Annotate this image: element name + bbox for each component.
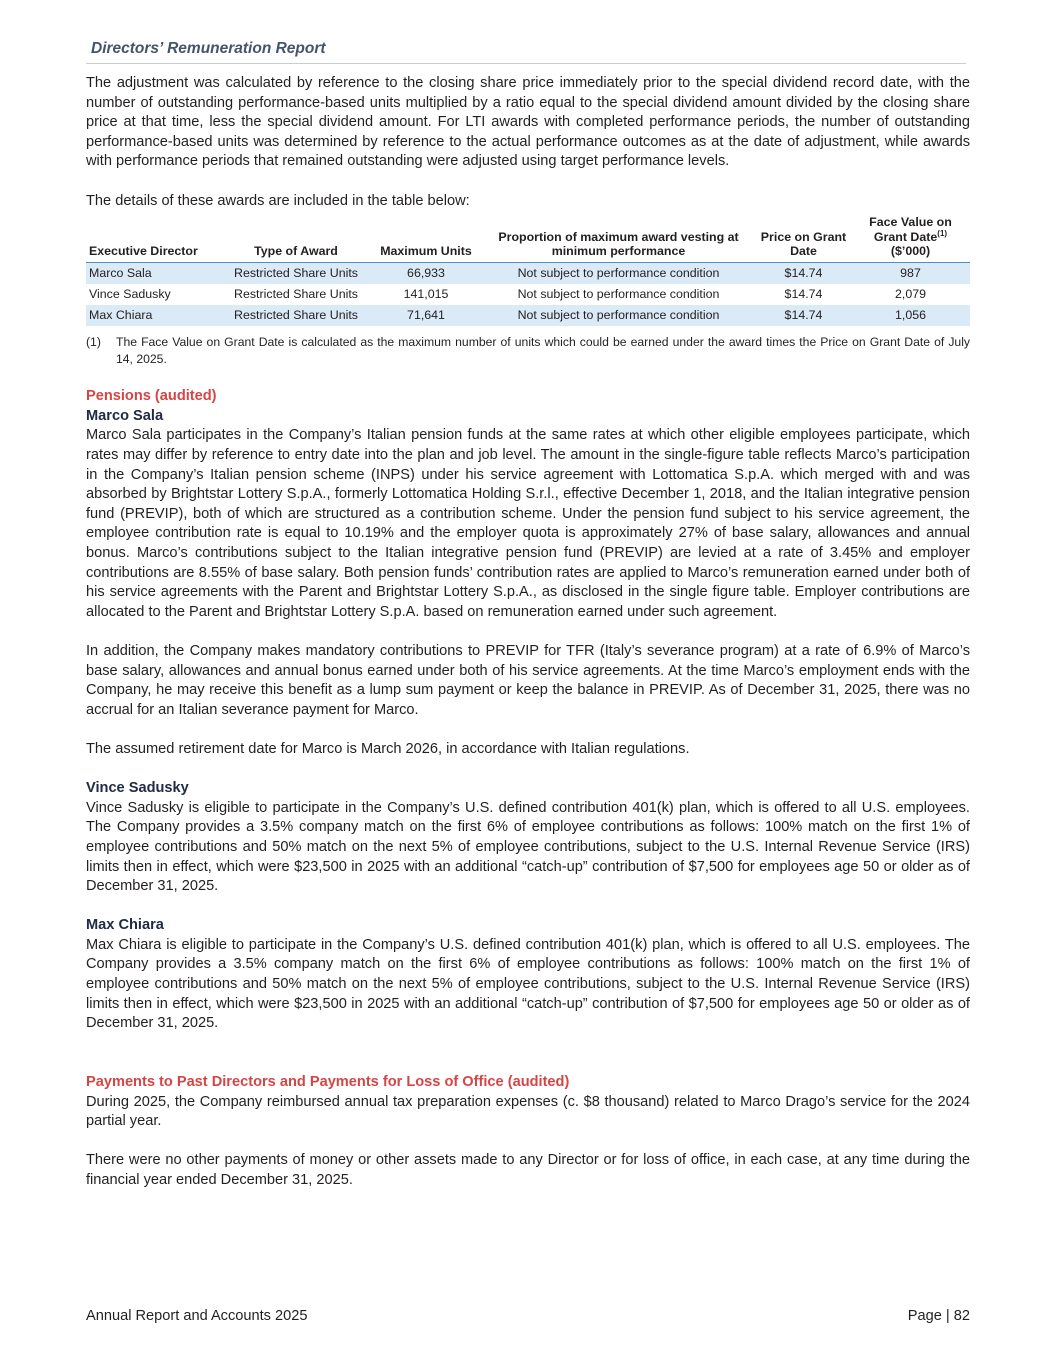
footnote-marker: (1) [86,334,101,349]
cell-face-value: 2,079 [894,286,926,301]
cell-director: Vince Sadusky [89,286,171,301]
table-row [86,305,970,326]
header-divider [86,63,966,64]
pensions-heading: Pensions (audited) [86,388,217,405]
table-row [86,284,970,305]
marco-pension-paragraph-3: The assumed retirement date for Marco is March 2026, in accordance with Italian regulations. [86,740,690,757]
marco-pension-paragraph-2: In addition, the Company makes mandatory contributions to PREVIP for TFR (Italy’s severance program) at a rate of 6.9% of Marco’s base salary, allowances and annual bonus earned under both of his service agreements. At the time Marco’s employment ends with the Company, he may receive this benefit as a lump sum payment or keep the balance in PREVIP. As of December 31, 2025, there was no accrual for an Italian severance payment for Marco. [86,642,970,718]
footer-page-number: Page | 82 [907,1308,970,1324]
cell-director: Max Chiara [86,305,221,326]
cell-max-units: 71,641 [371,305,481,326]
cell-award-type: Restricted Share Units [234,286,358,301]
table-lead-text: The details of these awards are included in the table below: [86,192,470,209]
payments-paragraph-1: During 2025, the Company reimbursed annual tax preparation expenses (c. $8 thousand) related to Marco Drago’s service for the 2024 partial year. [86,1093,970,1130]
awards-table [86,215,970,326]
col-header-maximum-units: Maximum Units [371,215,481,262]
face-value-footnote-ref: (1) [937,228,948,238]
marco-pension-paragraph-1: Marco Sala participates in the Company’s Italian pension funds at the same rates at which other eligible employees participate, which rates may differ by reference to entry date into the plan and job level. The amount in the single-figure table reflects Marco’s participation in the Company’s Italian pension scheme (INPS) under his service agreement with Lottomatica S.p.A. which merged with and was absorbed by Brightstar Lottery S.p.A., formerly Lottomatica Holding S.r.l., effective December 1, 2018, and the Italian integrative pension fund (PREVIP), both of which are structured as a contribution scheme. Under the pension fund subject to his service agreement, the employee contribution rate is equal to 10.19% and the employer quota is approximately 27% of base salary, allowances and annual bonus. Marco’s contributions subject to the Italian integrative pension fund (PREVIP) are levied at a rate of 3.45% and employer contributions are 8.55% of base salary. Both pension funds’ contribution rates are applied to Marco’s remuneration earned under both of his service agreements with the Parent and Brightstar Lottery S.p.A., as disclosed in the single figure table. Employer contributions are allocated to the Parent and Brightstar Lottery S.p.A. based on remuneration earned under such agreement. [86,427,970,620]
vince-sadusky-subheading: Vince Sadusky [86,780,189,797]
cell-max-units: 66,933 [371,262,481,284]
col-header-executive-director: Executive Director [86,215,221,262]
max-pension-paragraph: Max Chiara is eligible to participate in the Company’s U.S. defined contribution 401(k) plan, which is offered to all U.S. employees. The Company provides a 3.5% company match on the first 6% of employee contributions as follows: 100% match on the first 1% of employee contributions and 50% match on the next 5% of employee contributions, subject to the U.S. Internal Revenue Service (IRS) limits then in effect, which were $23,500 in 2025 with an additional “catch-up” contribution of $7,500 for employees age 50 or older as of December 31, 2025. [86,936,970,1032]
cell-max-units: 141,015 [403,286,449,301]
face-value-label: Face Value on Grant Date [869,215,952,244]
page-content [86,74,970,1191]
face-value-unit: ($’000) [890,244,931,259]
cell-price: $14.74 [784,286,823,301]
max-chiara-subheading: Max Chiara [86,917,164,934]
adjustment-paragraph: The adjustment was calculated by reference to the closing share price immediately prior to the special dividend record date, with the number of outstanding performance-based units multiplied by a ratio equal to the special dividend amount divided by the closing share price at that time, less the special dividend amount. For LTI awards with completed performance periods, the number of outstanding performance-based units was determined by reference to the actual performance outcomes as at the date of adjustment, while awards with performance periods that remained outstanding were adjusted using target performance levels. [86,75,970,170]
col-header-price: Price on Grant Date [756,215,851,262]
payments-paragraph-2: There were no other payments of money or other assets made to any Director or for loss of office, in each case, at any time during the financial year ended December 31, 2025. [86,1152,970,1188]
col-header-proportion: Proportion of maximum award vesting at minimum performance [481,215,756,262]
cell-face-value: 987 [851,262,970,284]
cell-proportion: Not subject to performance condition [517,286,720,301]
cell-award-type: Restricted Share Units [221,262,371,284]
col-header-type-of-award: Type of Award [221,215,371,262]
cell-director: Marco Sala [86,262,221,284]
cell-price: $14.74 [756,305,851,326]
table-row [86,262,970,284]
payments-heading: Payments to Past Directors and Payments for Loss of Office (audited) [86,1074,570,1091]
cell-award-type: Restricted Share Units [221,305,371,326]
cell-proportion: Not subject to performance condition [481,305,756,326]
cell-face-value: 1,056 [851,305,970,326]
footnote-text: The Face Value on Grant Date is calculated as the maximum number of units which could be earned under the award times the Price on Grant Date of July 14, 2025. [116,334,970,366]
cell-proportion: Not subject to performance condition [481,262,756,284]
page-header-title: Directors’ Remuneration Report [91,40,326,57]
marco-sala-subheading: Marco Sala [86,407,164,424]
cell-price: $14.74 [756,262,851,284]
col-header-face-value [851,215,970,262]
footer-report-title: Annual Report and Accounts 2025 [86,1308,308,1324]
table-footnote [86,334,970,368]
table-header-row [86,215,970,262]
vince-pension-paragraph: Vince Sadusky is eligible to participate in the Company’s U.S. defined contribution 401(k) plan, which is offered to all U.S. employees. The Company provides a 3.5% company match on the first 6% of employee contributions as follows: 100% match on the first 1% of employee contributions and 50% match on the next 5% of employee contributions, subject to the U.S. Internal Revenue Service (IRS) limits then in effect, which were $23,500 in 2025 with an additional “catch-up” contribution of $7,500 for employees age 50 or older as of December 31, 2025. [86,799,970,895]
